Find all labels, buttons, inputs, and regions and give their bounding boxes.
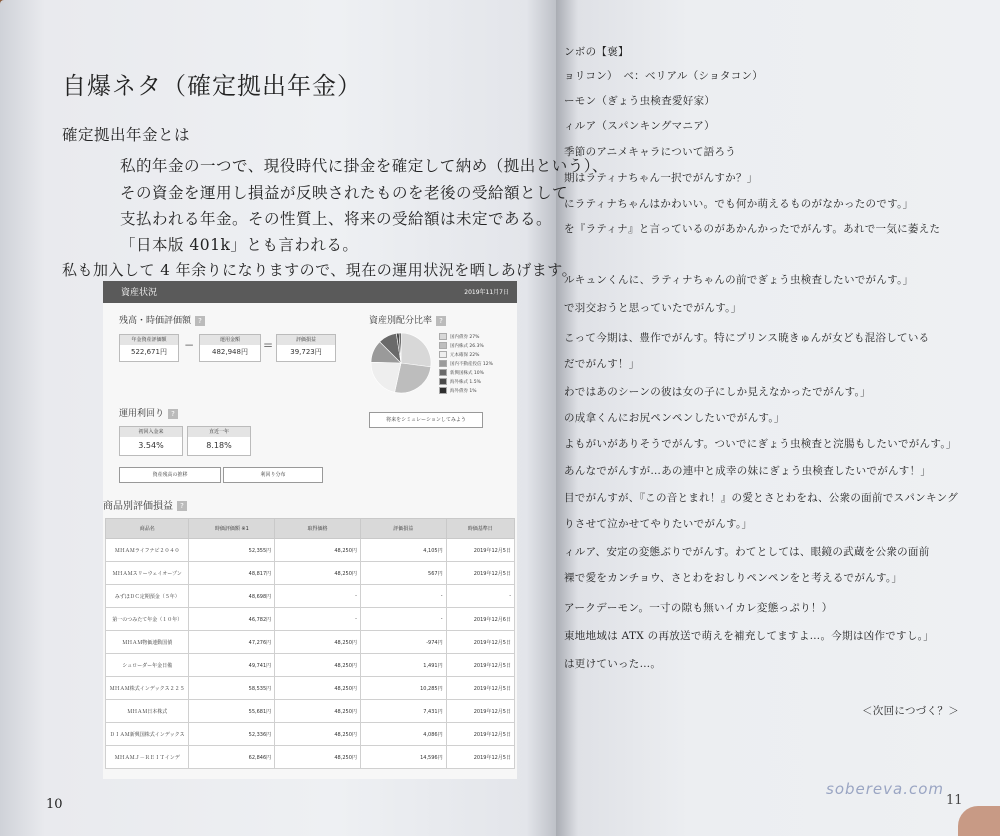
value-cell: 55,681円 [189,700,275,723]
table-header-cell[interactable]: 商品名 [106,519,189,539]
value-cell: 2019年12月6日 [446,608,514,631]
legend-label: 海外債券 1% [450,389,477,394]
to-be-continued: ＜次回につづく？＞ [862,705,959,717]
box-label: 年金資産評価額 [120,335,178,345]
help-icon[interactable]: ? [195,316,205,326]
page-number-right: 11 [946,793,963,808]
legend-label: 国内株式 26.3% [450,344,484,349]
help-icon[interactable]: ? [436,316,446,326]
box-label: 運用金額 [200,335,260,345]
balance-title-text: 残高・時価評価額 [119,316,192,326]
value-cell: 58,535円 [189,677,275,700]
allocation-title-text: 資産別配分比率 [369,316,433,326]
paragraph-line: 「日本版 401k」とも言われる。 [120,236,359,254]
balance-history-button[interactable]: 資産残高の推移 [119,467,221,483]
value-cell: - [360,608,446,631]
value-cell: 2019年12月5日 [446,723,514,746]
value-cell: 48,250円 [275,562,361,585]
value-cell: 48,250円 [275,631,361,654]
right-text-line: 東地地域は ATX の再放送で萌えを補充してますよ…。今期は凶作ですし。」 [564,630,935,642]
value-cell: 567円 [360,562,446,585]
table-header-cell[interactable]: 時価評価額 ※1 [189,519,275,539]
table-header-row [106,519,515,539]
product-table [105,518,515,769]
value-cell: 4,086円 [360,723,446,746]
legend-label: 元本確保 22% [450,353,480,358]
asset-header-title: 資産状況 [121,288,158,298]
value-cell: 49,741円 [189,654,275,677]
right-text-line: こって今期は、豊作でがんす。特にプリンス暁きゅんが女ども混浴している [564,332,930,344]
right-text-line: ィルア、安定の変態ぶりでがんす。わてとしては、眼鏡の武蔵を公衆の面前 [564,546,930,558]
right-text-line: 裸で愛をカンチョウ、さとわをおしりペンペンをと考えるでがんす。」 [564,572,903,584]
right-text-line: にラティナちゃんはかわいい。でも何か萌えるものがなかったのです。」 [564,198,914,210]
minus-sign: − [184,338,195,352]
watermark: sobereva.com [826,780,945,798]
legend-entry [439,360,493,369]
value-cell: 48,698円 [189,585,275,608]
value-cell: 2019年12月5日 [446,746,514,769]
box-value: 8.18% [206,441,232,450]
product-name-cell: ＭＨＡＭ日本株式 [106,700,189,723]
paragraph-intro: 確定拠出年金とは [62,126,191,144]
table-header-cell[interactable]: 評価損益 [360,519,446,539]
value-cell: 48,250円 [275,654,361,677]
right-text-line: りさせて泣かせてやりたいでがんす。」 [564,518,753,530]
help-icon[interactable]: ? [168,409,178,419]
legend-label: 国内債券 27% [450,335,480,340]
value-cell: 62,846円 [189,746,275,769]
legend-label: 海外株式 1.5% [450,380,481,385]
yield-since-start-box [119,426,183,456]
right-text-line: アークデーモン。一寸の隙も無いイカレ変態っぷり！） [564,602,833,614]
allocation-section-title [369,313,446,326]
box-label: 初回入金来 [120,427,182,437]
yield-distribution-button[interactable]: 利回り分布 [223,467,323,483]
yield-section-title [119,406,178,419]
value-cell: 1,491円 [360,654,446,677]
page-title: 自爆ネタ（確定拠出年金） [62,72,362,100]
table-header-cell[interactable]: 取得価格 [275,519,361,539]
asset-status-screenshot [103,281,517,779]
yield-last-year-box [187,426,251,456]
value-cell: 48,250円 [275,539,361,562]
table-row[interactable] [106,539,515,562]
value-cell: 48,817円 [189,562,275,585]
paragraph-line: 支払われる年金。その性質上、将来の受給額は未定である。 [120,210,553,228]
right-text-line: 期はラティナちゃん一択でがんすか？」 [564,172,758,184]
box-value: 482,948円 [212,348,248,356]
legend-entry [439,369,493,378]
legend-entry [439,378,493,387]
table-row[interactable] [106,654,515,677]
legend-entry [439,387,493,396]
legend-swatch [439,387,447,394]
legend-swatch [439,333,447,340]
value-cell: 2019年12月5日 [446,562,514,585]
allocation-legend [439,333,493,396]
value-cell: - [275,585,361,608]
equals-sign: = [263,338,274,352]
right-text-line: ルキュンくんに、ラティナちゃんの前でぎょう虫検査したいでがんす。」 [564,274,914,286]
asset-header [103,281,517,303]
value-cell: 4,105円 [360,539,446,562]
product-name-cell: ＤＩＡＭ新興国株式インデックス [106,723,189,746]
right-text-line: 目でがんすが、『この音とまれ！』の愛とさとわをね、公衆の面前でスパンキング [564,492,959,504]
product-name-cell: ＭＨＡＭライフナビ２０４０ [106,539,189,562]
right-text-line: だでがんす！」 [564,358,640,370]
value-cell: 47,276円 [189,631,275,654]
paragraph-line: その資金を運用し損益が反映されたものを老後の受給額として [120,184,569,202]
paragraph-line: 私も加入して 4 年余りになりますので、現在の運用状況を晒しあげます。 [62,261,578,279]
product-title-text: 商品別評価損益 [103,501,173,512]
right-text-line: よもがいがありそうでがんす。ついでにぎょう虫検査と浣腸もしたいでがんす。」 [564,438,957,450]
right-text-line: ィルア（スパンキングマニア） [564,120,715,132]
product-name-cell: ＭＨＡＭ株式インデックス２２５ [106,677,189,700]
page-number-left: 10 [46,797,63,812]
legend-swatch [439,369,447,376]
box-label: 評価損益 [277,335,335,345]
simulate-button[interactable]: 将来をシミュレーションしてみよう [369,412,483,428]
legend-entry [439,342,493,351]
table-row[interactable] [106,631,515,654]
pension-asset-box [119,334,179,362]
balance-section-title [119,313,205,326]
value-cell: 7,431円 [360,700,446,723]
product-name-cell: ＭＨＡＭスリーウェイオープン [106,562,189,585]
box-value: 3.54% [138,441,164,450]
product-name-cell: ＭＨＡＭ物価連動国債 [106,631,189,654]
box-label: 直近一年 [188,427,250,437]
paragraph-line: 私的年金の一つで、現役時代に掛金を確定して納め（拠出という）、 [120,157,608,175]
right-text-line: あんなでがんすが…あの連中と成幸の妹にぎょう虫検査したいでがんす！」 [564,465,932,477]
allocation-pie-chart [369,331,433,395]
right-text-line: ンボの【褒】 [564,46,629,58]
value-cell: 2019年12月5日 [446,631,514,654]
value-cell: - [446,585,514,608]
right-text-line: を『ラティナ』と言っているのがあかんかったでがんす。あれで一気に萎えた [564,223,941,235]
box-value: 39,723円 [290,348,322,356]
right-text-line: は更けていった…。 [564,658,662,670]
value-cell: 2019年12月5日 [446,677,514,700]
box-value: 522,671円 [131,348,167,356]
value-cell: 46,782円 [189,608,275,631]
value-cell: - [360,585,446,608]
product-name-cell: シュローダー年金日備 [106,654,189,677]
value-cell: 52,336円 [189,723,275,746]
table-row[interactable] [106,700,515,723]
right-text-line: ョリコン） ベ：ベリアル（ショタコン） [564,70,764,82]
table-row[interactable] [106,608,515,631]
value-cell: 52,355円 [189,539,275,562]
legend-entry [439,333,493,342]
legend-label: 国内不動産投信 12% [450,362,493,367]
table-row[interactable] [106,562,515,585]
pie-slice [401,333,431,367]
legend-swatch [439,342,447,349]
value-cell: 14,596円 [360,746,446,769]
right-text-line: わではあのシーンの彼は女の子にしか見えなかったでがんす。」 [564,386,871,398]
finger [958,806,1000,836]
legend-swatch [439,360,447,367]
value-cell: - [275,608,361,631]
legend-swatch [439,351,447,358]
legend-entry [439,351,493,360]
product-section-title [103,497,187,512]
value-cell: 2019年12月5日 [446,539,514,562]
product-name-cell: 第一のつみたて年金（１０年） [106,608,189,631]
table-header-cell[interactable]: 時価基準日 [446,519,514,539]
value-cell: -974円 [360,631,446,654]
invested-amount-box [199,334,261,362]
value-cell: 48,250円 [275,723,361,746]
valuation-gain-box [276,334,336,362]
table-row[interactable] [106,723,515,746]
table-row[interactable] [106,746,515,769]
value-cell: 10,285円 [360,677,446,700]
yield-title-text: 運用利回り [119,409,165,419]
product-name-cell: ＭＨＡＭＪ－ＲＥＩＴインデ [106,746,189,769]
value-cell: 48,250円 [275,700,361,723]
value-cell: 48,250円 [275,746,361,769]
value-cell: 2019年12月5日 [446,700,514,723]
table-row[interactable] [106,677,515,700]
right-text-line: の成拿くんにお尻ペンペンしたいでがんす。」 [564,412,785,424]
right-text-line: 季節のアニメキャラについて語ろう [564,146,737,158]
help-icon[interactable]: ? [177,501,187,511]
asset-header-date: 2019年11月7日 [464,289,509,296]
legend-label: 新興国株式 10% [450,371,484,376]
legend-swatch [439,378,447,385]
value-cell: 48,250円 [275,677,361,700]
table-row[interactable] [106,585,515,608]
right-text-line: で羽交おうと思っていたでがんす。」 [564,302,742,314]
value-cell: 2019年12月5日 [446,654,514,677]
right-text-line: ーモン（ぎょう虫検査愛好家） [564,95,716,107]
product-name-cell: みずほＤＣ定期預金（５年） [106,585,189,608]
